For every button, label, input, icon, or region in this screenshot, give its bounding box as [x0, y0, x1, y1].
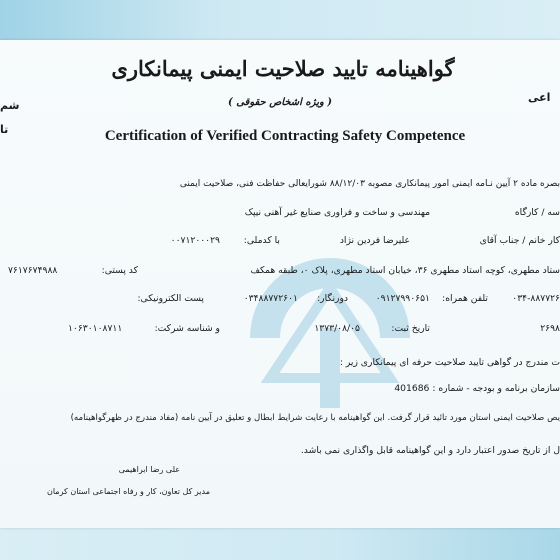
company-id-value: ۱۰۶۳۰۱۰۸۷۱۱ — [68, 323, 123, 334]
signatory-title: مدیر کل تعاون، کار و رفاه اجتماعی استان کرمان — [46, 487, 210, 496]
company-id-label: و شناسه شرکت: — [154, 323, 220, 334]
postal-label: کد پستی: — [101, 265, 138, 276]
right-edge-text: اعی — [528, 91, 551, 104]
left-edge-text-bottom: تا — [0, 123, 9, 136]
mobile-value: ۰۹۱۲۷۹۹۰۶۵۱ — [375, 293, 430, 304]
manager-name: علیرضا فردین نژاد — [339, 235, 410, 246]
company-label: سه / کارگاه — [514, 207, 560, 218]
emblem-watermark — [240, 228, 420, 408]
approval-line: یص صلاحیت ایمنی استان مورد تائید قرار گرفت. این گواهینامه با رعایت شرایط ابطال و تعلیق در آیین نامه (مفاد مندرج در ظهرگواهینامه) — [70, 413, 560, 423]
manager-label: کار خانم / جناب آقای — [479, 235, 560, 246]
certificate-title-persian: گواهینامه تایید صلاحیت ایمنی پیمانکاری — [111, 56, 455, 81]
fax-label: دورنگار: — [317, 293, 348, 304]
email-label: پست الکترونیکی: — [137, 293, 204, 304]
phone-value: ۰۳۴-۸۸۷۷۲۶ — [512, 293, 560, 304]
validity-line: ل از تاریخ صدور اعتبار دارد و این گواهینامه قابل واگذاری نمی باشد. — [300, 445, 560, 456]
mobile-label: تلفن همراه: — [442, 293, 488, 304]
reg-date-label: تاریخ ثبت: — [391, 323, 430, 334]
national-code-label: با کدملی: — [243, 235, 280, 246]
left-edge-text-top: شم — [0, 99, 20, 112]
fax-value: ۰۳۴۸۸۷۷۲۶۰۱ — [243, 293, 298, 304]
signatory-name: علی رضا ابراهیمی — [118, 465, 180, 474]
reg-number-value: ۲۶۹۸ — [540, 323, 560, 334]
reg-date-value: ۱۳۷۳/۰۸/۰۵ — [314, 323, 360, 334]
budget-line: سازمان برنامه و بودجه - شماره : 401686 — [394, 383, 560, 394]
company-value: مهندسی و ساخت و فراوری صنایع غیر آهنی نیپک — [244, 207, 430, 218]
certificate-subtitle: ( ویژه اشخاص حقوقی ) — [227, 97, 333, 108]
postal-value: ۷۶۱۷۶۷۴۹۸۸ — [8, 265, 58, 276]
certificate-title-english: Certification of Verified Contracting Safety Competence — [104, 128, 466, 144]
scope-line: ت مندرج در گواهی تایید صلاحیت حرفه ای پیمانکاری زیر : — [339, 357, 560, 368]
address-value: ستاد مطهری، کوچه استاد مطهری ۳۶، خیابان استاد مطهری، پلاک ۰، طبقه همکف — [250, 265, 560, 276]
national-code-value: ۰۰۷۱۲۰۰۰۲۹ — [170, 235, 220, 246]
intro-line: بصره ماده ۲ آیین نـامه ایمنی امور پیمانکاری مصوبه ۸۸/۱۲/۰۳ شورایعالی حفاظت فنی، صلاحیت ایمنی — [179, 179, 560, 189]
bottom-decor-band — [0, 526, 560, 560]
top-decor-band — [0, 0, 560, 42]
